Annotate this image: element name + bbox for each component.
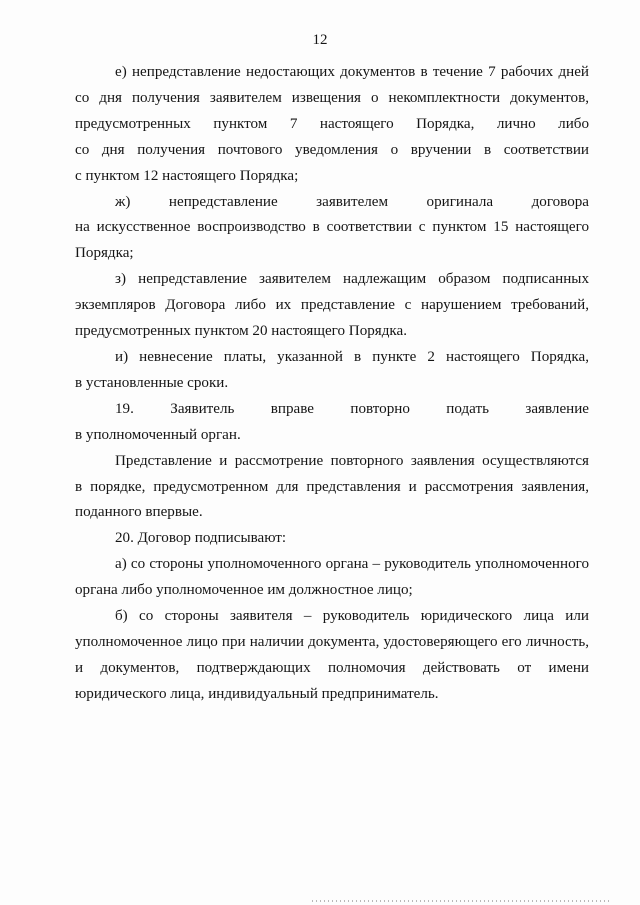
text-line: поданного впервые. <box>75 504 203 521</box>
text-line: уполномоченное лицо при наличии документа, удостоверяющего его личность, <box>75 633 589 650</box>
text-line: предусмотренных пунктом 20 настоящего Порядка. <box>75 323 408 340</box>
scan-edge-artifact <box>312 900 612 902</box>
text-line: в уполномоченный орган. <box>75 426 241 443</box>
text-line: в порядке, предусмотренном для представления и рассмотрения заявления, <box>75 478 589 495</box>
paragraph-p19 <box>75 397 589 449</box>
text-line: на искусственное воспроизводство в соответствии с пунктом 15 настоящего <box>75 219 589 236</box>
paragraph-p19b <box>75 449 589 527</box>
document-body <box>75 60 589 708</box>
text-line: а) со стороны уполномоченного органа – руководитель уполномоченного <box>115 556 589 573</box>
text-line: з) непредставление заявителем надлежащим образом подписанных <box>115 271 589 288</box>
paragraph-p20 <box>75 526 589 552</box>
text-line: ж) непредставление заявителем оригинала договора <box>115 193 589 210</box>
paragraph-i <box>75 345 589 397</box>
text-line: предусмотренных пунктом 7 настоящего Порядка, лично либо <box>75 115 589 132</box>
text-line: и) невнесение платы, указанной в пункте 2 настоящего Порядка, <box>115 348 589 365</box>
text-line: экземпляров Договора либо их представление с нарушением требований, <box>75 297 589 314</box>
text-line: б) со стороны заявителя – руководитель юридического лица или <box>115 608 589 625</box>
text-line: со дня получения заявителем извещения о некомплектности документов, <box>75 89 589 106</box>
text-line: с пунктом 12 настоящего Порядка; <box>75 167 299 184</box>
text-line: 20. Договор подписывают: <box>115 530 287 547</box>
text-line: Порядка; <box>75 245 134 262</box>
paragraph-e <box>75 60 589 190</box>
text-line: юридического лица, индивидуальный предприниматель. <box>75 685 439 702</box>
text-line: Представление и рассмотрение повторного заявления осуществляются <box>115 452 589 469</box>
paragraph-p20b <box>75 604 589 708</box>
paragraph-z <box>75 267 589 345</box>
text-line: органа либо уполномоченное им должностное лицо; <box>75 582 413 599</box>
page-number: 12 <box>312 32 328 48</box>
text-line: и документов, подтверждающих полномочия действовать от имени <box>75 659 589 676</box>
text-line: е) непредставление недостающих документов в течение 7 рабочих дней <box>115 64 589 80</box>
text-line: 19. Заявитель вправе повторно подать заявление <box>115 400 589 417</box>
paragraph-zh <box>75 190 589 268</box>
paragraph-p20a <box>75 552 589 604</box>
text-line: в установленные сроки. <box>75 374 229 391</box>
text-line: со дня получения почтового уведомления о вручении в соответствии <box>75 141 589 158</box>
